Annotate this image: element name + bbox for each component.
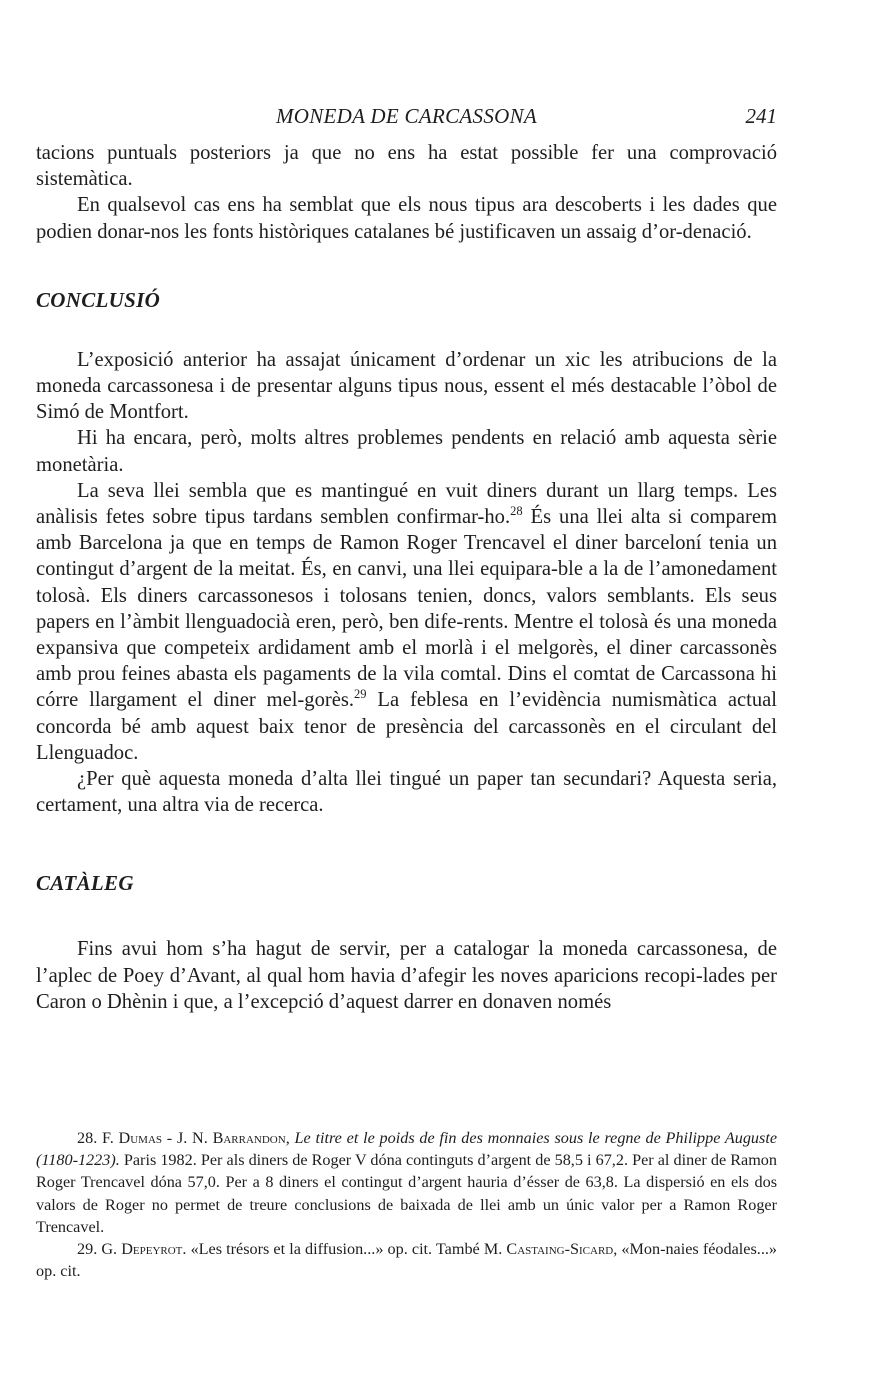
running-title: MONEDA DE CARCASSONA	[275, 104, 538, 128]
page-number: 241	[745, 104, 777, 128]
footnote-29-text-1: «Les trésors et la diffusion...» op. cit. També	[186, 1240, 484, 1259]
footnote-29-author-1: G. Depeyrot.	[101, 1240, 187, 1259]
footnote-29-number: 29.	[77, 1240, 98, 1259]
intro-paragraph-2: En qualsevol cas ens ha semblat que els nous tipus ara descoberts i les dades que podien donar-nos les fonts històriques catalanes bé justificaven un assaig d’or-denació.	[36, 194, 777, 243]
footnote-ref-28: 28	[510, 504, 523, 519]
footnote-28-text: Paris 1982. Per als diners de Roger V dóna continguts d’argent de 58,5 i 67,2. Per al diner de Ramon Roger Trencavel dóna 57,0. Per a 8 diners el contingut d’argent hauria d’ésser de 63,8. La dispersió en els dos valors de Roger no permet de treure conclusions de baixada de llei amb un únic valor per a Ramon Roger Trencavel.	[36, 1151, 777, 1236]
footnote-28-author: F. Dumas - J. N. Barrandon,	[102, 1129, 290, 1147]
conclusio-paragraph-2: Hi ha encara, però, molts altres problemes pendents en relació amb aquesta sèrie monetària.	[36, 427, 777, 476]
footnotes	[36, 1127, 777, 1282]
footnote-29	[36, 1238, 777, 1282]
section-heading-conclusio: CONCLUSIÓ	[36, 287, 161, 312]
conclusio-paragraph-4: ¿Per què aquesta moneda d’alta llei tingué un paper tan secundari? Aquesta seria, certament, una altra via de recerca.	[36, 768, 777, 817]
footnote-28-title: Le titre et le poids de fin des monnaies sous le regne de Philippe Auguste (1180-1223).	[36, 1129, 778, 1170]
intro-paragraph-1: tacions puntuals posteriors ja que no ens ha estat possible fer una comprovació sistemàtica.	[36, 142, 777, 191]
page-body	[36, 100, 777, 1015]
conclusio-p3-part-c: La feblesa en l’evidència numismàtica actual concorda bé amb aquest baix tenor de presència del carcassonès en el circulant del Llenguadoc.	[36, 689, 777, 764]
footnote-29-text-2: «Mon-naies féodales...» op. cit.	[36, 1240, 778, 1281]
conclusio-p3-part-a: La seva llei sembla que es mantingué en vuit diners durant un llarg temps. Les anàlisis fetes sobre tipus tardans semblen confirmar-ho.	[36, 479, 777, 529]
running-header	[36, 100, 777, 140]
section-heading-cataleg: CATÀLEG	[36, 871, 134, 896]
cataleg-paragraph-1: Fins avui hom s’ha hagut de servir, per a catalogar la moneda carcassonesa, de l’aplec de Poey d’Avant, al qual hom havia d’afegir les noves aparicions recopi-lades per Caron o Dhènin i que, a l’excepció d’aquest darrer en donaven només	[36, 938, 777, 1013]
footnote-28-number: 28.	[77, 1129, 98, 1147]
conclusio-p3-part-b: És una llei alta si comparem amb Barcelona ja que en temps de Ramon Roger Trencavel el diner barceloní tenia un contingut d’argent de la meitat. És, en canvi, una llei equipara-ble a la de l’amonedament tolosà. Els diners carcassonesos i tolosans tenien, doncs, valors semblants. Els seus papers en l’àmbit llenguadocià eren, però, ben dife-rents. Mentre el tolosà és una moneda expansiva que competeix ardidament amb el morlà i el melgorès, el diner carcassonès amb prou feines abasta els pagaments de la vila comtal. Dins el comtat de Carcassona hi córre llargament el diner mel-gorès.	[36, 506, 777, 712]
footnote-29-author-2: M. Castaing-Sicard,	[483, 1240, 618, 1259]
conclusio-paragraph-3	[36, 478, 777, 766]
footnote-ref-29: 29	[354, 687, 367, 702]
conclusio-paragraph-1: L’exposició anterior ha assajat únicament d’ordenar un xic les atribucions de la moneda carcassonesa i de presentar alguns tipus nous, essent el més destacable l’òbol de Simó de Montfort.	[36, 348, 777, 424]
footnote-28	[36, 1127, 777, 1238]
